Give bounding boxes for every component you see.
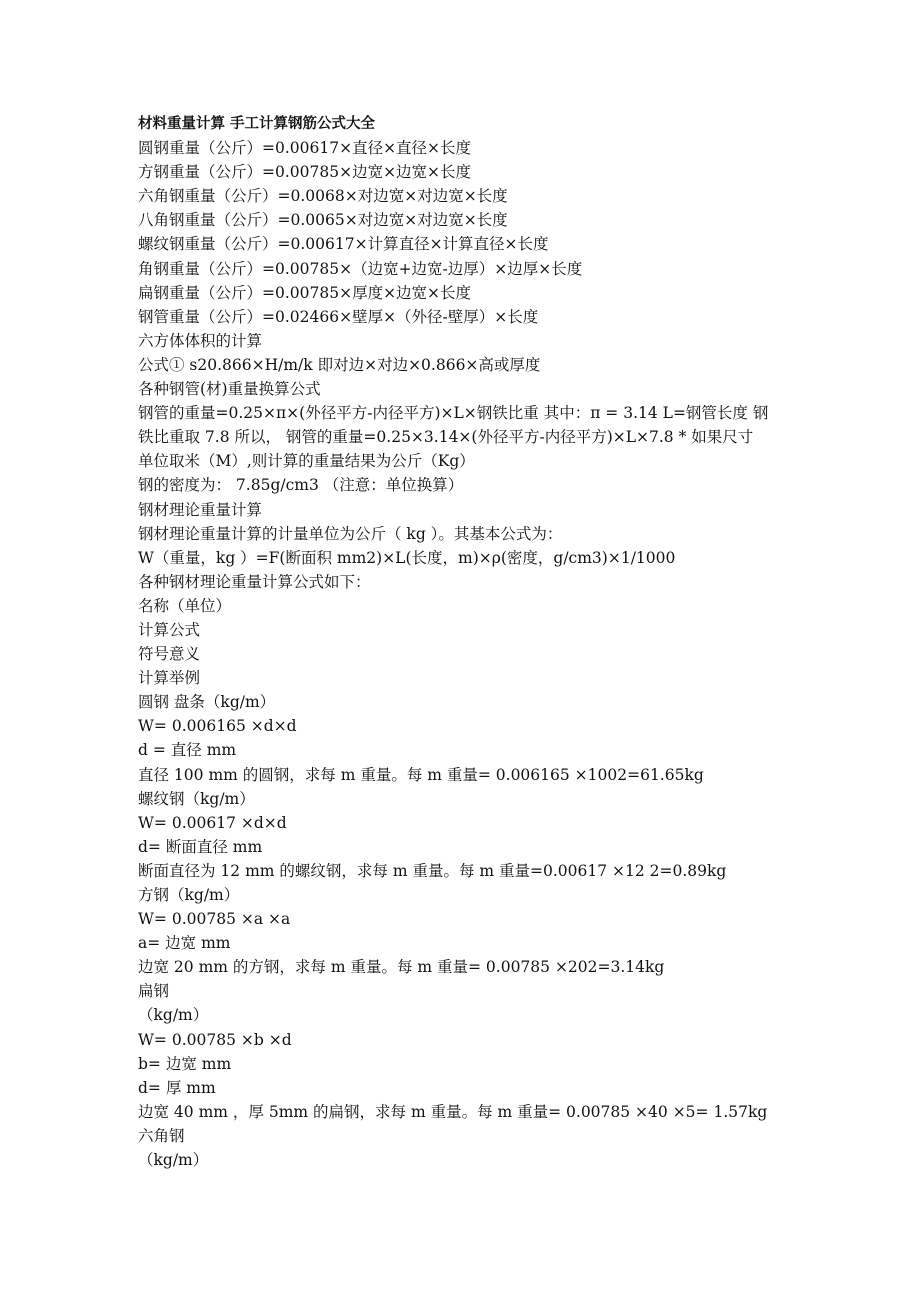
formula-square-steel: 方钢重量（公斤）=0.00785×边宽×边宽×长度: [138, 163, 472, 182]
flat-steel-example: 边宽 40 mm ，厚 5mm 的扁钢，求每 m 重量。每 m 重量= 0.00785 ×40 ×5= 1.57kg: [138, 1102, 768, 1121]
square-steel-symbol: a= 边宽 mm: [138, 934, 231, 953]
header-name-unit: 名称（单位）: [138, 596, 232, 615]
formula-octagon-steel: 八角钢重量（公斤）=0.0065×对边宽×对边宽×长度: [138, 211, 508, 230]
theoretical-weight-unit: 钢材理论重量计算的计量单位为公斤（ kg ）。其基本公式为：: [138, 524, 563, 543]
theoretical-weight-formula: W（重量，kg ）=F(断面积 mm2)×L(长度，m)×ρ(密度，g/cm3)×1/1000: [138, 548, 676, 567]
square-steel-example: 边宽 20 mm 的方钢，求每 m 重量。每 m 重量= 0.00785 ×202=3.14kg: [138, 958, 665, 977]
flat-steel-formula: W= 0.00785 ×b ×d: [138, 1030, 292, 1049]
formula-flat-steel: 扁钢重量（公斤）=0.00785×厚度×边宽×长度: [138, 283, 472, 302]
round-steel-symbol: d = 直径 mm: [138, 741, 237, 760]
round-steel-example: 直径 100 mm 的圆钢，求每 m 重量。每 m 重量= 0.006165 ×1002=61.65kg: [138, 765, 704, 784]
section-hexagon-volume: 六方体体积的计算: [138, 331, 263, 350]
paragraph-pipe-weight-1: 钢管的重量=0.25×π×(外径平方-内径平方)×L×钢铁比重 其中：π = 3.14 L=钢管长度 钢: [138, 404, 769, 423]
flat-steel-symbol-d: d= 厚 mm: [138, 1078, 216, 1097]
hexagon-steel-name: 六角钢: [138, 1126, 185, 1145]
formula-hexagon-volume: 公式① s20.866×H/m/k 即对边×对边×0.866×高或厚度: [138, 355, 541, 374]
section-pipe-conversion: 各种钢管(材)重量换算公式: [138, 380, 321, 399]
formula-round-steel: 圆钢重量（公斤）=0.00617×直径×直径×长度: [138, 139, 472, 158]
flat-steel-name: 扁钢: [138, 982, 170, 1001]
flat-steel-unit: （kg/m）: [138, 1006, 209, 1025]
document-page: [138, 112, 788, 1172]
hexagon-steel-unit: （kg/m）: [138, 1151, 209, 1170]
round-steel-name: 圆钢 盘条（kg/m）: [138, 693, 276, 712]
rebar-formula: W= 0.00617 ×d×d: [138, 813, 287, 832]
document-title: 材料重量计算 手工计算钢筋公式大全: [138, 115, 376, 132]
steel-density: 钢的密度为： 7.85g/cm3 （注意：单位换算）: [138, 476, 464, 495]
section-theoretical-weight: 钢材理论重量计算: [138, 500, 263, 519]
rebar-name: 螺纹钢（kg/m）: [138, 789, 255, 808]
header-example: 计算举例: [138, 669, 201, 688]
formula-hexagon-steel: 六角钢重量（公斤）=0.0068×对边宽×对边宽×长度: [138, 187, 508, 206]
formula-angle-steel: 角钢重量（公斤）=0.00785×（边宽+边宽-边厚）×边厚×长度: [138, 259, 583, 278]
formula-steel-pipe: 钢管重量（公斤）=0.02466×壁厚×（外径-壁厚）×长度: [138, 307, 539, 326]
square-steel-name: 方钢（kg/m）: [138, 886, 240, 904]
rebar-example: 断面直径为 12 mm 的螺纹钢，求每 m 重量。每 m 重量=0.00617 ×12 2=0.89kg: [138, 861, 727, 880]
header-symbol-meaning: 符号意义: [138, 645, 201, 664]
formula-list-intro: 各种钢材理论重量计算公式如下：: [138, 572, 371, 591]
round-steel-formula: W= 0.006165 ×d×d: [138, 717, 297, 736]
square-steel-formula: W= 0.00785 ×a ×a: [138, 910, 291, 929]
paragraph-pipe-weight-2: 铁比重取 7.8 所以， 钢管的重量=0.25×3.14×(外径平方-内径平方)×L×7.8 * 如果尺寸: [138, 428, 754, 447]
flat-steel-symbol-b: b= 边宽 mm: [138, 1054, 232, 1073]
formula-rebar: 螺纹钢重量（公斤）=0.00617×计算直径×计算直径×长度: [138, 235, 549, 254]
paragraph-pipe-weight-3: 单位取米（M）,则计算的重量结果为公斤（Kg）: [138, 452, 475, 471]
header-formula: 计算公式: [138, 620, 201, 639]
rebar-symbol: d= 断面直径 mm: [138, 837, 263, 856]
